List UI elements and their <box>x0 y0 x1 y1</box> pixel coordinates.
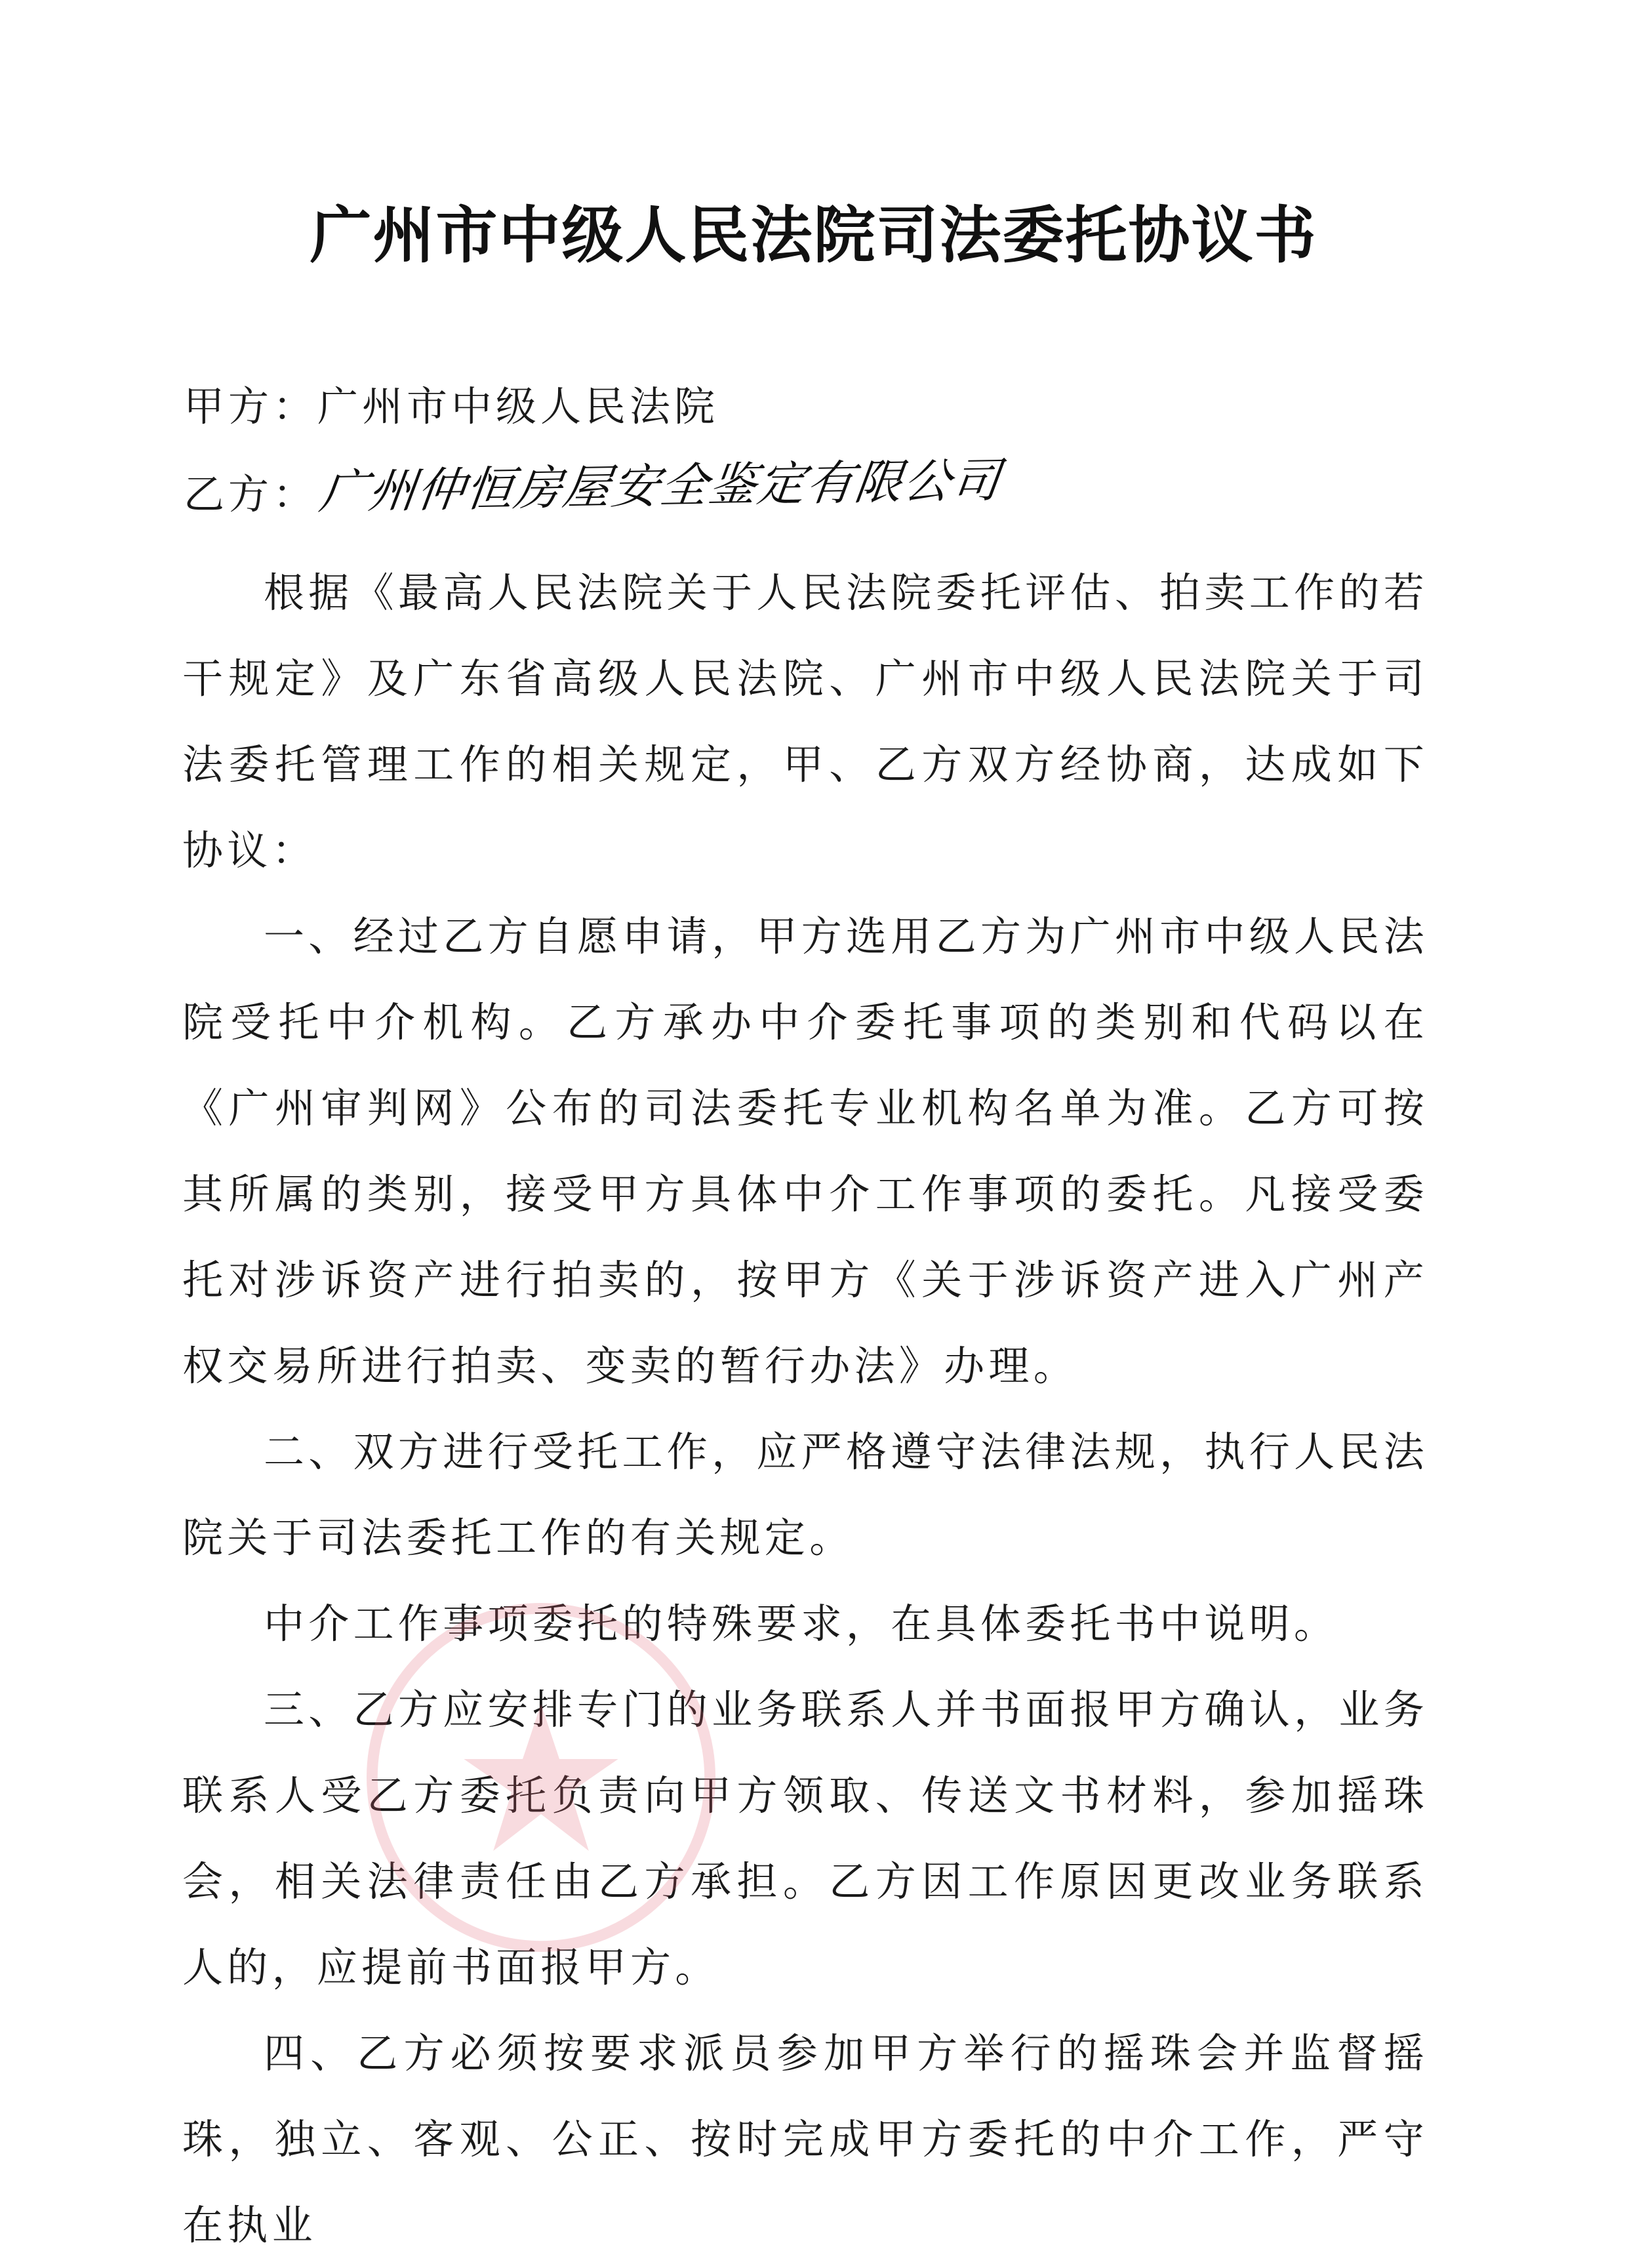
party-a-label: 甲方： <box>184 382 318 430</box>
clause-2-note-paragraph: 中介工作事项委托的特殊要求，在具体委托书中说明。 <box>264 1600 1339 1648</box>
clause-1-paragraph: 一、经过乙方自愿申请，甲方选用乙方为广州市中级人民法院受托中介机构。乙方承办中介委托事项的类别和代码以在《广州审判网》公布的司法委托专业机构名单为准。乙方可按其所属的类别，接受甲方具体中介工作事项的委托。凡接受委托对涉诉资产进行拍卖的，按甲方《关于涉诉资产进入广州产权交易所进行拍卖、变卖的暂行办法》办理。 <box>182 912 1428 1390</box>
party-a-name: 广州市中级人民法院 <box>317 382 719 430</box>
agreement-body <box>182 550 1428 2268</box>
clause-3-paragraph: 三、乙方应安排专门的业务联系人并书面报甲方确认，业务联系人受乙方委托负责向甲方领取、传送文书材料，参加摇珠会，相关法律责任由乙方承担。乙方因工作原因更改业务联系人的，应提前书面报甲方。 <box>182 1686 1428 1991</box>
party-b-handwritten-name: 广州仲恒房屋安全鉴定有限公司 <box>316 452 1005 519</box>
party-b-line <box>184 452 1005 521</box>
party-a-line <box>184 380 719 433</box>
clause-4-paragraph: 四、乙方必须按要求派员参加甲方举行的摇珠会并监督摇珠，独立、客观、公正、按时完成甲方委托的中介工作，严守在执业 <box>182 2029 1428 2249</box>
document-title: 广州市中级人民法院司法委托协议书 <box>310 200 1317 272</box>
party-b-label: 乙方： <box>184 470 318 518</box>
intro-paragraph: 根据《最高人民法院关于人民法院委托评估、拍卖工作的若干规定》及广东省高级人民法院、广州市中级人民法院关于司法委托管理工作的相关规定，甲、乙方双方经协商，达成如下协议： <box>182 569 1428 874</box>
clause-2-paragraph: 二、双方进行受托工作，应严格遵守法律法规，执行人民法院关于司法委托工作的有关规定。 <box>182 1428 1428 1562</box>
